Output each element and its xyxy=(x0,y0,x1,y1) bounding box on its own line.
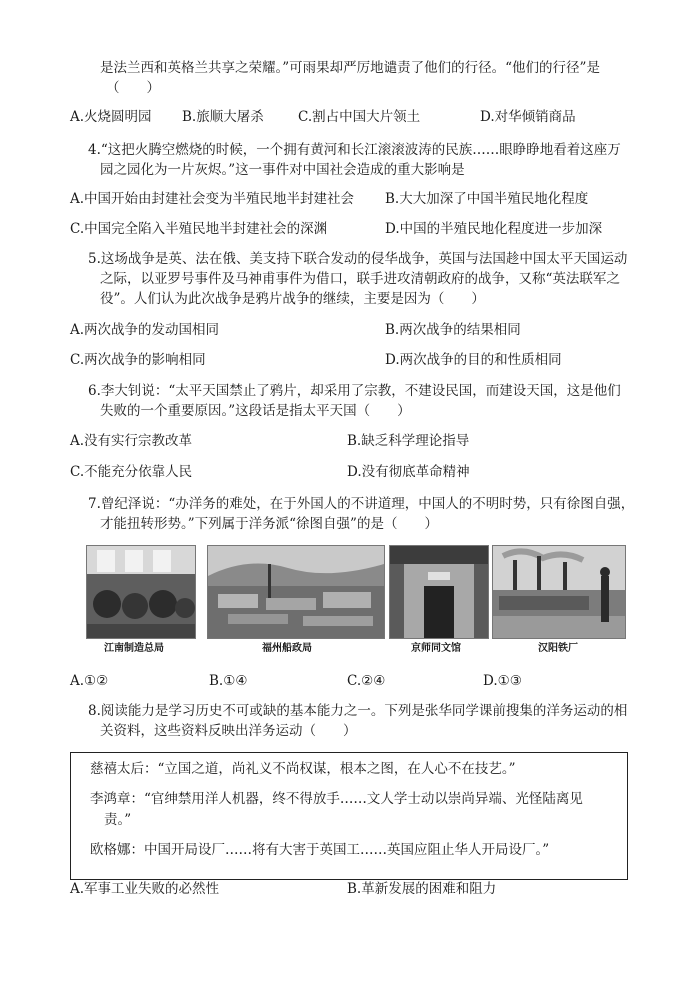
q4-option-a[interactable]: A.中国开始由封建社会变为半殖民地半封建社会 xyxy=(70,191,355,207)
caption-jiangnan: 江南制造总局 xyxy=(104,643,164,654)
caption-fuzhou: 福州船政局 xyxy=(262,643,312,654)
photo-jiangnan-arsenal xyxy=(86,545,196,639)
q3-stem-line2: （ ） xyxy=(106,80,160,96)
caption-tongwen: 京师同文馆 xyxy=(411,643,461,654)
q5-option-a[interactable]: A.两次战争的发动国相同 xyxy=(70,322,220,338)
q3-option-c[interactable]: C.割占中国大片领土 xyxy=(298,109,421,125)
photo-hanyang-ironworks xyxy=(492,545,626,639)
photo-fuzhou-shipyard xyxy=(207,545,385,639)
q6-option-c[interactable]: C.不能充分依靠人民 xyxy=(70,464,193,480)
q7-option-b[interactable]: B.①④ xyxy=(209,673,248,689)
q3-option-a[interactable]: A.火烧圆明园 xyxy=(70,109,152,125)
q7-stem-line1: 7.曾纪泽说：“办洋务的难处，在于外国人的不讲道理，中国人的不明时势，只有徐图自强， xyxy=(88,496,635,512)
q6-stem-line1: 6.李大钊说：“太平天国禁止了鸦片，却采用了宗教，不建设民国，而建设天国，这是他们 xyxy=(88,383,621,399)
q7-option-d[interactable]: D.①③ xyxy=(483,673,522,689)
q8-quote-lihongzhang-line2: 责。” xyxy=(104,812,132,828)
q8-stem-line2: 关资料，这些资料反映出洋务运动（ ） xyxy=(100,723,357,739)
q3-stem-line1: 是法兰西和英格兰共享之荣耀。”可雨果却严厉地谴责了他们的行径。“他们的行径”是 xyxy=(100,60,600,76)
photo-tongwen-guan xyxy=(389,545,489,639)
q3-option-b[interactable]: B.旅顺大屠杀 xyxy=(182,109,264,125)
q4-option-c[interactable]: C.中国完全陷入半殖民地半封建社会的深渊 xyxy=(70,221,328,237)
jiangnan-arsenal-illustration xyxy=(87,546,195,638)
caption-hanyang: 汉阳铁厂 xyxy=(538,643,578,654)
q6-option-a[interactable]: A.没有实行宗教改革 xyxy=(70,433,193,449)
q4-option-d[interactable]: D.中国的半殖民地化程度进一步加深 xyxy=(385,221,603,237)
q8-option-a[interactable]: A.军事工业失败的必然性 xyxy=(70,881,220,897)
q6-option-b[interactable]: B.缺乏科学理论指导 xyxy=(347,433,470,449)
q5-stem-line1: 5.这场战争是英、法在俄、美支持下联合发动的侵华战争，英国与法国趁中国太平天国运动 xyxy=(88,251,628,267)
q5-option-d[interactable]: D.两次战争的目的和性质相同 xyxy=(385,352,562,368)
q5-stem-line2: 之际，以亚罗号事件及马神甫事件为借口，联手进攻清朝政府的战争，又称“英法联军之 xyxy=(100,271,620,287)
q7-stem-line2: 才能扭转形势。”下列属于洋务派“徐图自强”的是（ ） xyxy=(100,516,438,532)
q5-stem-line3: 役”。人们认为此次战争是鸦片战争的继续，主要是因为（ ） xyxy=(100,291,485,307)
q8-quote-lihongzhang-line1: 李鸿章：“官绅禁用洋人机器，终不得放手……文人学士动以崇尚异端、光怪陆离见 xyxy=(90,791,583,807)
q5-option-b[interactable]: B.两次战争的结果相同 xyxy=(385,322,521,338)
q6-stem-line2: 失败的一个重要原因。”这段话是指太平天国（ ） xyxy=(100,403,411,419)
q7-option-a[interactable]: A.①② xyxy=(70,673,109,689)
q8-stem-line1: 8.阅读能力是学习历史不可或缺的基本能力之一。下列是张华同学课前搜集的洋务运动的相 xyxy=(88,703,628,719)
q4-stem-line2: 园之园化为一片灰烬。”这一事件对中国社会造成的重大影响是 xyxy=(100,162,465,178)
q4-stem-line1: 4.“这把火腾空燃烧的时候，一个拥有黄河和长江滚滚波涛的民族……眼睁睁地看着这座万 xyxy=(88,142,621,158)
hanyang-ironworks-illustration xyxy=(493,546,625,638)
q5-option-c[interactable]: C.两次战争的影响相同 xyxy=(70,352,206,368)
q8-quote-cixi: 慈禧太后：“立国之道，尚礼义不尚权谋，根本之图，在人心不在技艺。” xyxy=(90,761,516,777)
q4-option-b[interactable]: B.大大加深了中国半殖民地化程度 xyxy=(385,191,589,207)
tongwen-guan-illustration xyxy=(390,546,488,638)
q8-option-b[interactable]: B.革新发展的困难和阻力 xyxy=(347,881,497,897)
q6-option-d[interactable]: D.没有彻底革命精神 xyxy=(347,464,470,480)
fuzhou-shipyard-illustration xyxy=(208,546,384,638)
q8-quote-ogena: 欧格娜：中国开局设厂……将有大害于英国工……英国应阻止华人开局设厂。” xyxy=(90,842,550,858)
q7-option-c[interactable]: C.②④ xyxy=(347,673,386,689)
q3-option-d[interactable]: D.对华倾销商品 xyxy=(480,109,576,125)
